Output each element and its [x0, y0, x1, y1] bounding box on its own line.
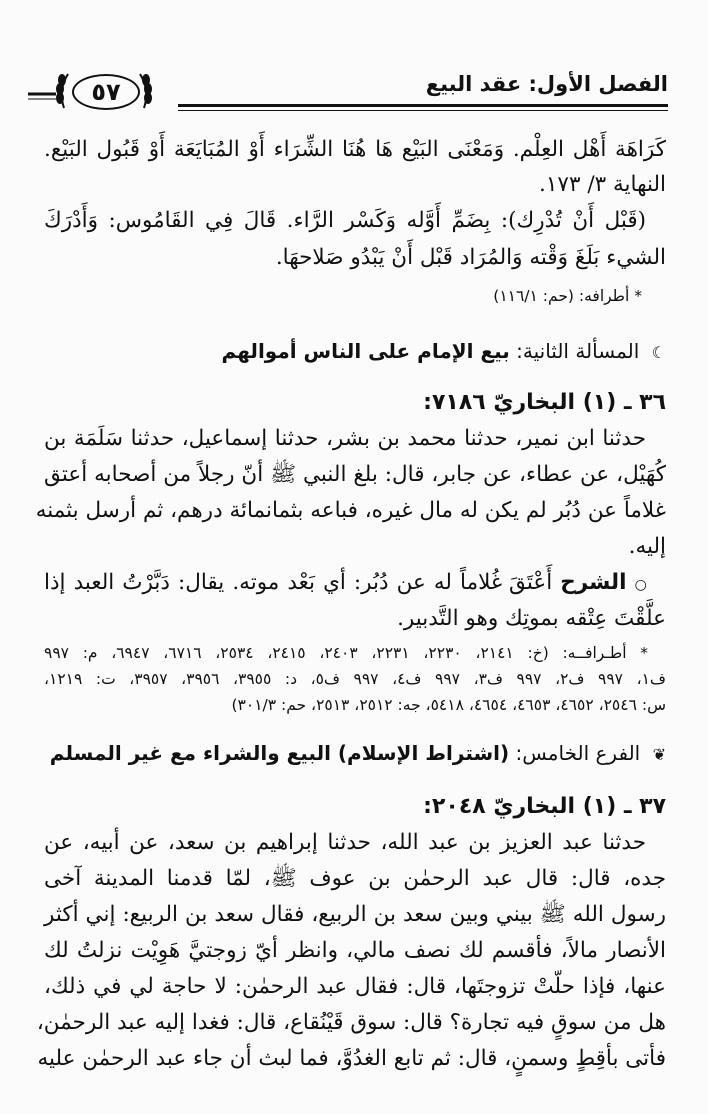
text-line: فأتى بأقِطٍ وسمنٍ، قال: ثم تابع الغدُوَّ، فما لبث أن جاء عبد الرحمٰن عليه: [37, 1046, 666, 1071]
text-line: الشيء بَلَغَ وَقْته وَالمُرَاد قَبْل أَنْ يَبْدُو صَلاحهَا.: [275, 245, 666, 270]
text-line: علَّقْتَ عِتْقه بموتِك وهو التَّدبير.: [397, 606, 666, 631]
section-heading: [44, 736, 666, 772]
sharh-line: [44, 566, 648, 602]
crescent-bullet-icon: ☾: [651, 343, 666, 362]
hadith-heading: ٣٧ ـ (١) البخاريّ ٢٠٤٨:: [423, 794, 666, 819]
page-number: ٥٧: [72, 74, 140, 110]
text-line: إليه.: [628, 534, 666, 559]
page-number-ornament: [28, 68, 158, 114]
section-label: المسألة الثانية:: [516, 339, 640, 363]
text-line: حدثنا عبد العزيز بن عبد الله، حدثنا إبراهيم بن سعد، عن أبيه، عن: [44, 830, 646, 855]
section-title: (اشتراط الإسلام) البيع والشراء مع غير المسلم: [49, 741, 510, 765]
section-title: بيع الإمام على الناس أموالهم: [221, 339, 510, 363]
atraf-line: * أطرافه: (حم: ١١٦/١): [493, 287, 642, 305]
text-line: كُهَيْل، عن عطاء، عن جابر، قال: بلغ النبي ﷺ أنّ رجلاً من أصحابه أعتق: [44, 462, 666, 487]
section-label: الفرع الخامس:: [515, 741, 641, 765]
atraf-line: ف١، ٩٩٧ ف٢، ٩٩٧ ف٣، ٩٩٧ ف٤، ٩٩٧ ف٥، د: ٣٩٥٥، ٣٩٥٦، ٣٩٥٧، ت: ١٢١٩،: [44, 670, 666, 688]
atraf-line: * أطـرافــه: (خ: ٢١٤١، ٢٢٣٠، ٢٢٣١، ٢٤٠٣، ٢٤١٥، ٢٥٣٤، ٦٧١٦، ٦٩٤٧، م: ٩٩٧: [44, 644, 648, 662]
circle-bullet-icon: ○: [634, 577, 648, 593]
text-line: عنها، فإذا حلّتْ تزوجتَها، قال: فقال عبد الرحمٰن: لا حاجة لي في ذلك،: [44, 974, 666, 999]
text-line: (قَبْل أَنْ تُدْرِك): بِضَمِّ أَوَّله وَكَسْر الرَّاء. قَالَ فِي القَامُوس: وَأَدْرَكَ: [44, 208, 646, 233]
hadith-heading: ٣٦ ـ (١) البخاريّ ٧١٨٦:: [423, 390, 666, 415]
section-heading: [44, 334, 666, 370]
ornament-bullet-icon: ❦: [652, 745, 666, 764]
header-rule: [178, 104, 668, 111]
text-line: كَرَاهَة أَهْل العِلْم. وَمَعْنَى البَيْع هَا هُنَا الشِّرَاء أَوْ المُبَايَعَة أَوْ قَبُول البَيْع.: [44, 137, 666, 162]
text-line: رسول الله ﷺ بيني وبين سعد بن الربيع، فقال سعد بن الربيع: إني أكثر: [44, 902, 666, 927]
text-line: الأنصار مالاً، فأقسم لك نصف مالي، وانظر أيّ زوجتيَّ هَوِيْت نزلتُ لك: [44, 938, 666, 963]
text-line: النهاية ٣/ ١٧٣.: [539, 172, 666, 197]
page-header: [28, 68, 668, 114]
sharh-text: أَعْتَقَ غُلاماً له عن دُبُر: أي بَعْد موته. يقال: دَبَّرْتُ العبد إذا: [44, 570, 553, 595]
text-line: جده، قال: قال عبد الرحمٰن بن عوف ﷺ، لمّا قدمنا المدينة آخى: [44, 866, 666, 891]
text-line: هل من سوقٍ فيه تجارة؟ قال: سوق قَيْنُقاع، قال: فغدا إليه عبد الرحمٰن،: [36, 1010, 666, 1035]
text-line: حدثنا ابن نمير، حدثنا محمد بن بشر، حدثنا إسماعيل، حدثنا سَلَمَة بن: [44, 426, 646, 451]
chapter-title: الفصل الأول: عقد البيع: [425, 72, 668, 96]
sharh-label: الشرح: [560, 570, 627, 595]
text-line: غلاماً عن دُبُر لم يكن له مال غيره، فباعه بثمانمائة درهم، ثم أرسل بثمنه: [35, 498, 666, 523]
atraf-line: س: ٢٥٤٦، ٤٦٥٢، ٤٦٥٣، ٤٦٥٤، ٥٤١٨، جه: ٢٥١٢، ٢٥١٣، حم: ٣٠١/٣): [231, 696, 666, 714]
